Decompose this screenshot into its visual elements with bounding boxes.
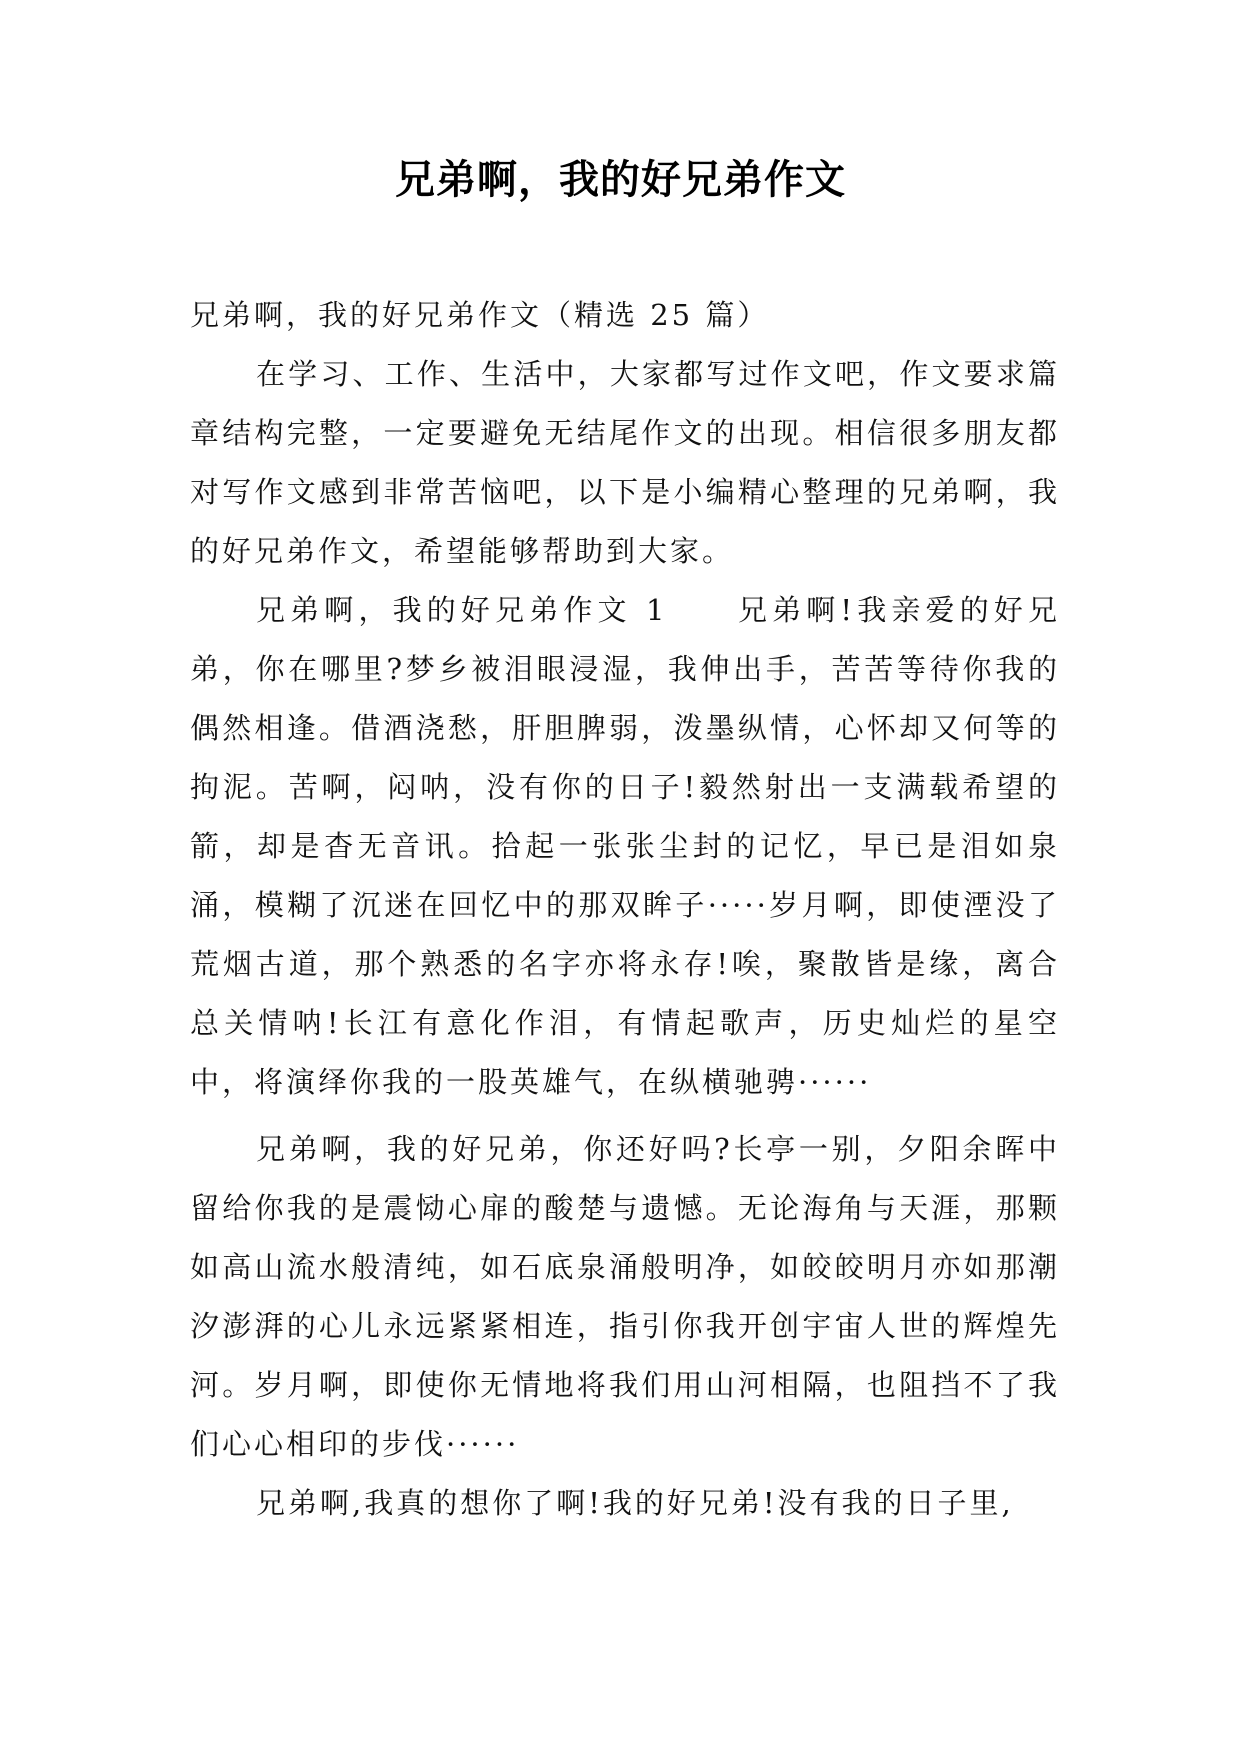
paragraph-intro: 在学习、工作、生活中，大家都写过作文吧，作文要求篇章结构完整，一定要避免无结尾作文的出现。相信很多朋友都对写作文感到非常苦恼吧，以下是小编精心整理的兄弟啊，我的好兄弟作文，希望能够帮助到大家。 <box>190 357 1060 568</box>
paragraph-essay-1-opening: 兄弟啊，我的好兄弟作文 1 兄弟啊!我亲爱的好兄弟，你在哪里?梦乡被泪眼浸湿，我伸出手，苦苦等待你我的偶然相逢。借酒浇愁，肝胆脾弱，泼墨纵情，心怀却又何等的拘泥。苦啊，闷呐，没有你的日子!毅然射出一支满载希望的箭，却是杳无音讯。拾起一张张尘封的记忆，早已是泪如泉涌，模糊了沉迷在回忆中的那双眸子·····岁月啊，即使湮没了荒烟古道，那个熟悉的名字亦将永存!唉，聚散皆是缘，离合总关情呐!长江有意化作泪，有情起歌声，历史灿烂的星空中，将演绎你我的一股英雄气，在纵横驰骋······ <box>190 593 1060 1099</box>
document-title: 兄弟啊，我的好兄弟作文 <box>395 156 846 203</box>
paragraph-essay-1-second: 兄弟啊，我的好兄弟，你还好吗?长亭一别，夕阳余晖中留给你我的是震恸心扉的酸楚与遗憾。无论海角与天涯，那颗如高山流水般清纯，如石底泉涌般明净，如皎皎明月亦如那潮汐澎湃的心儿永远紧紧相连，指引你我开创宇宙人世的辉煌先河。岁月啊，即使你无情地将我们用山河相隔，也阻挡不了我们心心相印的步伐······ <box>190 1132 1060 1461</box>
paragraph-essay-1-third: 兄弟啊,我真的想你了啊!我的好兄弟!没有我的日子里, <box>256 1486 1014 1520</box>
document-body <box>190 286 1060 1533</box>
document-subtitle: 兄弟啊，我的好兄弟作文（精选 25 篇） <box>190 298 770 332</box>
